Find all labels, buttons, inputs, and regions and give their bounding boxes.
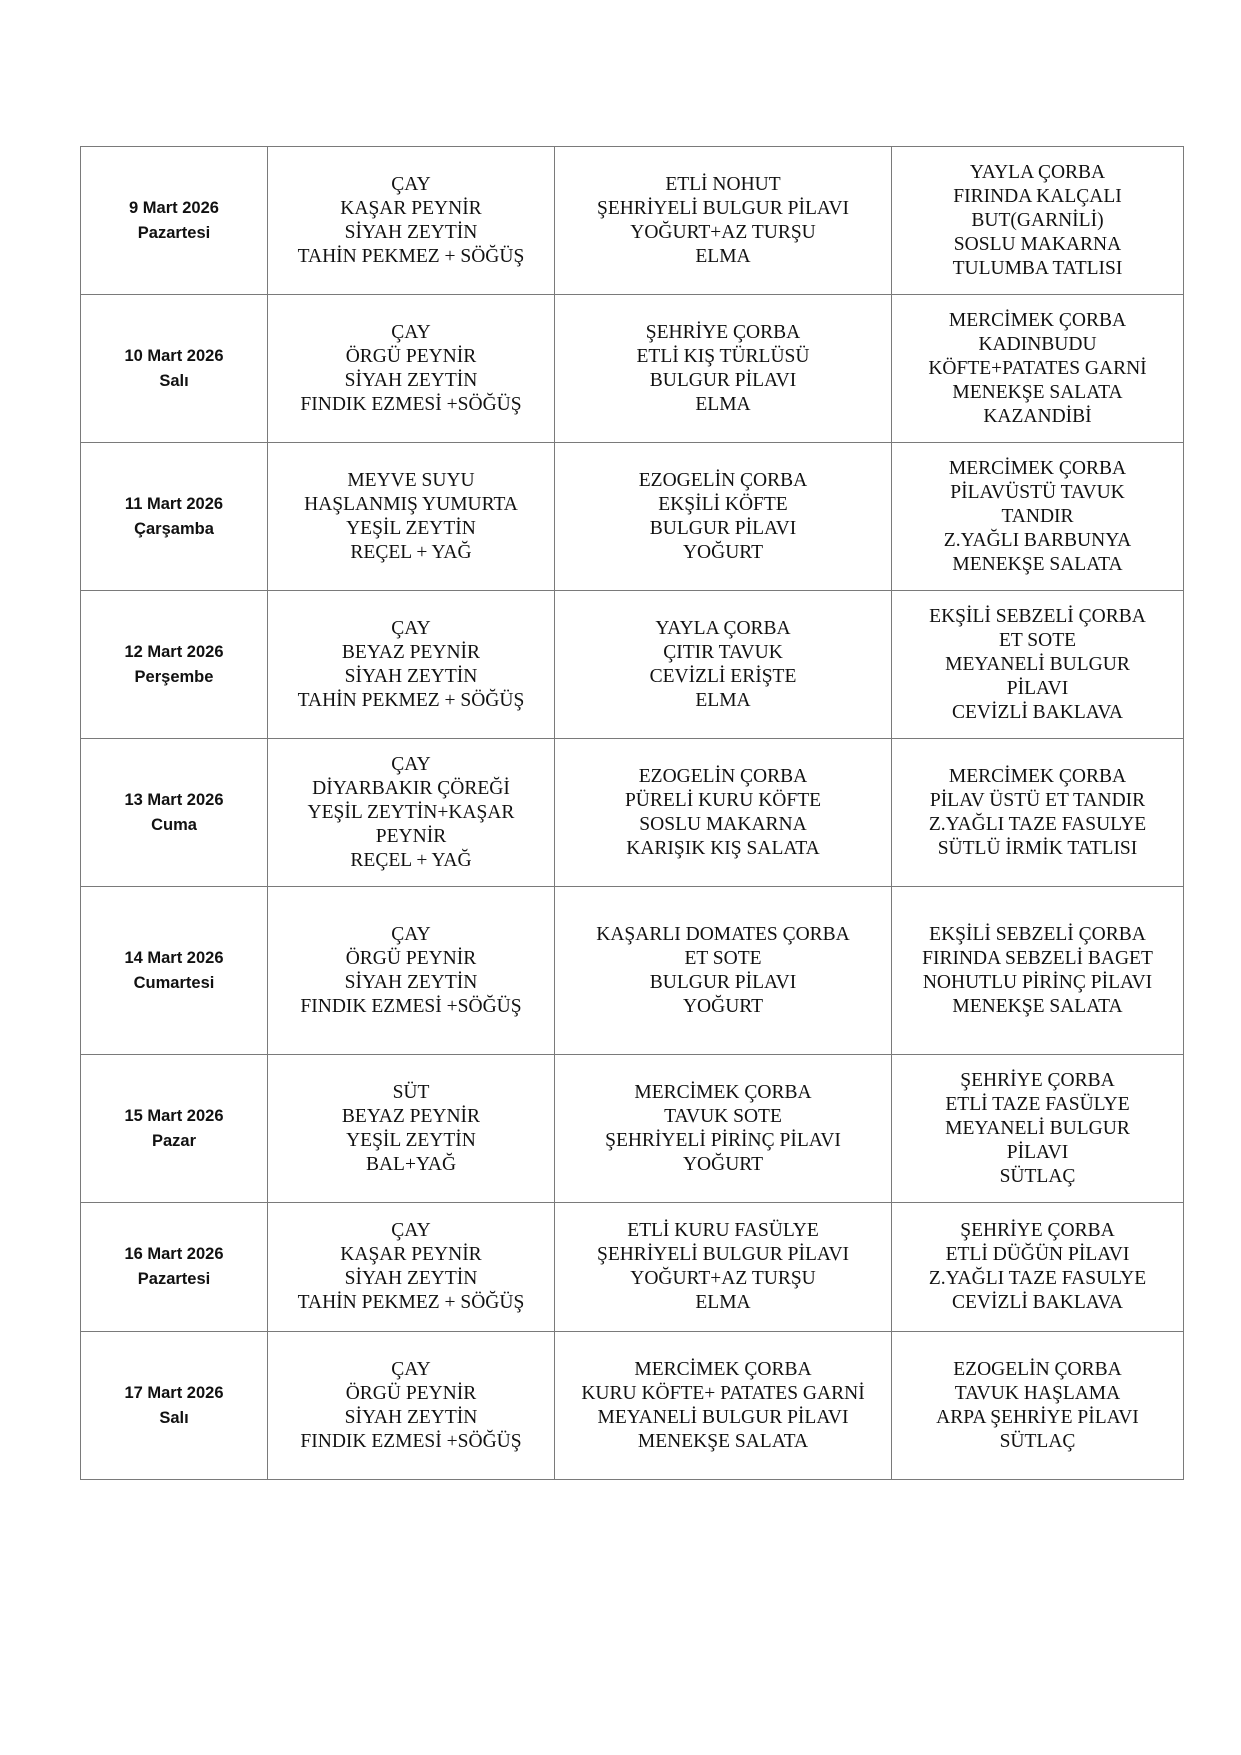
dinner-item: MERCİMEK ÇORBA bbox=[948, 309, 1127, 331]
dinner-cell bbox=[892, 147, 1184, 295]
dinner-item: MEYANELİ BULGUR bbox=[945, 1117, 1130, 1139]
lunch-item: MEYANELİ BULGUR PİLAVI bbox=[597, 1406, 849, 1428]
date-cell bbox=[81, 1055, 268, 1203]
day-weekday: Cumartesi bbox=[133, 973, 215, 992]
dinner-cell bbox=[892, 443, 1184, 591]
table-row bbox=[81, 887, 1184, 1055]
dinner-item: MENEKŞE SALATA bbox=[952, 553, 1123, 575]
dinner-item: ET SOTE bbox=[998, 629, 1077, 651]
breakfast-item: ÇAY bbox=[391, 1220, 431, 1241]
lunch-item: BULGUR PİLAVI bbox=[649, 369, 797, 391]
dinner-item: CEVİZLİ BAKLAVA bbox=[952, 1292, 1123, 1313]
lunch-item: ELMA bbox=[695, 1292, 751, 1313]
lunch-item: YOĞURT bbox=[682, 541, 764, 563]
lunch-item: YOĞURT bbox=[682, 995, 764, 1017]
breakfast-item: KAŞAR PEYNİR bbox=[340, 197, 482, 219]
breakfast-cell bbox=[268, 295, 555, 443]
table-row bbox=[81, 295, 1184, 443]
breakfast-item: HAŞLANMIŞ YUMURTA bbox=[304, 493, 518, 515]
breakfast-item: DİYARBAKIR ÇÖREĞİ bbox=[312, 777, 510, 799]
breakfast-item: ÇAY bbox=[391, 1358, 431, 1380]
lunch-item: YOĞURT+AZ TURŞU bbox=[630, 221, 816, 243]
lunch-cell bbox=[555, 443, 892, 591]
breakfast-item: ÇAY bbox=[391, 173, 431, 195]
lunch-item: ŞEHRİYE ÇORBA bbox=[645, 321, 801, 343]
dinner-item: KAZANDİBİ bbox=[983, 405, 1092, 427]
breakfast-cell bbox=[268, 591, 555, 739]
breakfast-item: YEŞİL ZEYTİN bbox=[346, 517, 476, 539]
dinner-item: PİLAVI bbox=[1006, 677, 1069, 699]
dinner-cell bbox=[892, 1203, 1184, 1332]
lunch-item: KAŞARLI DOMATES ÇORBA bbox=[596, 923, 850, 945]
day-date: 10 Mart 2026 bbox=[124, 346, 224, 365]
breakfast-cell bbox=[268, 1332, 555, 1480]
dinner-item: KÖFTE+PATATES GARNİ bbox=[928, 357, 1147, 379]
lunch-item: EKŞİLİ KÖFTE bbox=[658, 493, 788, 515]
day-date: 11 Mart 2026 bbox=[124, 494, 224, 513]
dinner-item: TANDIR bbox=[1001, 505, 1074, 527]
dinner-item: SÜTLAÇ bbox=[999, 1165, 1076, 1187]
lunch-item: ELMA bbox=[695, 245, 751, 267]
dinner-item: NOHUTLU PİRİNÇ PİLAVI bbox=[922, 971, 1153, 993]
dinner-cell bbox=[892, 295, 1184, 443]
lunch-item: BULGUR PİLAVI bbox=[649, 971, 797, 993]
table-row bbox=[81, 1203, 1184, 1332]
breakfast-item: ÇAY bbox=[391, 617, 431, 639]
table-row bbox=[81, 443, 1184, 591]
day-weekday: Pazar bbox=[151, 1131, 197, 1150]
day-date: 16 Mart 2026 bbox=[124, 1245, 224, 1263]
lunch-cell bbox=[555, 739, 892, 887]
lunch-cell bbox=[555, 147, 892, 295]
lunch-item: TAVUK SOTE bbox=[664, 1105, 782, 1127]
dinner-item: TAVUK HAŞLAMA bbox=[954, 1382, 1121, 1404]
breakfast-item: SİYAH ZEYTİN bbox=[344, 369, 478, 391]
lunch-cell bbox=[555, 1055, 892, 1203]
meal-menu-table bbox=[80, 146, 1184, 1480]
dinner-item: FIRINDA KALÇALI bbox=[953, 185, 1122, 207]
day-date: 9 Mart 2026 bbox=[129, 198, 219, 217]
lunch-item: ÇITIR TAVUK bbox=[663, 641, 783, 663]
date-cell bbox=[81, 1203, 268, 1332]
dinner-cell bbox=[892, 591, 1184, 739]
lunch-item: BULGUR PİLAVI bbox=[649, 517, 797, 539]
dinner-cell bbox=[892, 887, 1184, 1055]
dinner-item: SÜTLAÇ bbox=[999, 1430, 1076, 1452]
date-cell bbox=[81, 1332, 268, 1480]
table-row bbox=[81, 1055, 1184, 1203]
breakfast-item: SÜT bbox=[392, 1081, 430, 1103]
breakfast-item: ÇAY bbox=[391, 923, 431, 945]
lunch-item: ELMA bbox=[695, 393, 751, 415]
breakfast-item: SİYAH ZEYTİN bbox=[344, 1268, 478, 1289]
date-cell bbox=[81, 147, 268, 295]
dinner-item: ETLİ TAZE FASÜLYE bbox=[945, 1093, 1130, 1115]
breakfast-item: BEYAZ PEYNİR bbox=[341, 641, 481, 663]
lunch-item: ŞEHRİYELİ BULGUR PİLAVI bbox=[596, 1244, 850, 1265]
lunch-item: SOSLU MAKARNA bbox=[639, 813, 807, 835]
dinner-item: EKŞİLİ SEBZELİ ÇORBA bbox=[929, 923, 1146, 945]
breakfast-cell bbox=[268, 1055, 555, 1203]
breakfast-item: SİYAH ZEYTİN bbox=[344, 221, 478, 243]
lunch-cell bbox=[555, 887, 892, 1055]
breakfast-item: ÇAY bbox=[391, 753, 431, 775]
lunch-item: YAYLA ÇORBA bbox=[655, 617, 791, 639]
lunch-item: ETLİ NOHUT bbox=[665, 173, 781, 195]
dinner-item: PİLAVI bbox=[1006, 1141, 1069, 1163]
dinner-item: PİLAVÜSTÜ TAVUK bbox=[950, 481, 1125, 503]
breakfast-item: ÖRGÜ PEYNİR bbox=[345, 345, 477, 367]
dinner-item: ETLİ DÜĞÜN PİLAVI bbox=[945, 1244, 1130, 1265]
breakfast-item: FINDIK EZMESİ +SÖĞÜŞ bbox=[300, 995, 522, 1017]
dinner-item: ŞEHRİYE ÇORBA bbox=[960, 1220, 1115, 1241]
breakfast-cell bbox=[268, 739, 555, 887]
day-date: 15 Mart 2026 bbox=[124, 1106, 224, 1125]
breakfast-cell bbox=[268, 1203, 555, 1332]
day-weekday: Cuma bbox=[151, 815, 197, 834]
table-row bbox=[81, 147, 1184, 295]
date-cell bbox=[81, 591, 268, 739]
dinner-item: MEYANELİ BULGUR bbox=[945, 653, 1130, 675]
lunch-item: ŞEHRİYELİ BULGUR PİLAVI bbox=[596, 197, 850, 219]
day-date: 13 Mart 2026 bbox=[124, 790, 224, 809]
dinner-item: EKŞİLİ SEBZELİ ÇORBA bbox=[929, 605, 1146, 627]
breakfast-cell bbox=[268, 887, 555, 1055]
lunch-item: ETLİ KURU FASÜLYE bbox=[627, 1220, 819, 1241]
breakfast-cell bbox=[268, 147, 555, 295]
breakfast-item: MEYVE SUYU bbox=[347, 469, 475, 491]
breakfast-item: BAL+YAĞ bbox=[365, 1153, 457, 1175]
breakfast-item: ÇAY bbox=[391, 321, 431, 343]
breakfast-item: TAHİN PEKMEZ + SÖĞÜŞ bbox=[297, 245, 525, 267]
day-weekday: Salı bbox=[159, 1408, 189, 1427]
breakfast-item: YEŞİL ZEYTİN bbox=[346, 1129, 476, 1151]
dinner-item: Z.YAĞLI TAZE FASULYE bbox=[928, 1268, 1147, 1289]
breakfast-item: PEYNİR bbox=[375, 825, 447, 847]
lunch-item: ET SOTE bbox=[684, 947, 762, 969]
lunch-item: PÜRELİ KURU KÖFTE bbox=[624, 789, 822, 811]
dinner-item: PİLAV ÜSTÜ ET TANDIR bbox=[929, 789, 1146, 811]
meal-menu-body bbox=[81, 147, 1184, 1480]
lunch-item: YOĞURT+AZ TURŞU bbox=[630, 1268, 816, 1289]
breakfast-item: TAHİN PEKMEZ + SÖĞÜŞ bbox=[297, 1292, 525, 1313]
breakfast-item: ÖRGÜ PEYNİR bbox=[345, 1382, 477, 1404]
lunch-item: MERCİMEK ÇORBA bbox=[634, 1358, 812, 1380]
dinner-cell bbox=[892, 739, 1184, 887]
lunch-cell bbox=[555, 1203, 892, 1332]
dinner-item: Z.YAĞLI TAZE FASULYE bbox=[928, 813, 1147, 835]
day-weekday: Pazartesi bbox=[137, 223, 211, 242]
dinner-item: Z.YAĞLI BARBUNYA bbox=[943, 529, 1132, 551]
breakfast-item: SİYAH ZEYTİN bbox=[344, 1406, 478, 1428]
day-date: 14 Mart 2026 bbox=[124, 948, 224, 967]
breakfast-item: SİYAH ZEYTİN bbox=[344, 665, 478, 687]
breakfast-item: TAHİN PEKMEZ + SÖĞÜŞ bbox=[297, 689, 525, 711]
dinner-item: MERCİMEK ÇORBA bbox=[948, 765, 1127, 787]
table-row bbox=[81, 591, 1184, 739]
date-cell bbox=[81, 739, 268, 887]
dinner-item: TULUMBA TATLISI bbox=[952, 257, 1123, 279]
dinner-item: SÜTLÜ İRMİK TATLISI bbox=[937, 837, 1138, 859]
breakfast-item: ÖRGÜ PEYNİR bbox=[345, 947, 477, 969]
breakfast-item: YEŞİL ZEYTİN+KAŞAR bbox=[307, 801, 515, 823]
lunch-cell bbox=[555, 1332, 892, 1480]
lunch-cell bbox=[555, 295, 892, 443]
dinner-item: ARPA ŞEHRİYE PİLAVI bbox=[936, 1406, 1139, 1428]
breakfast-cell bbox=[268, 443, 555, 591]
dinner-cell bbox=[892, 1332, 1184, 1480]
breakfast-item: BEYAZ PEYNİR bbox=[341, 1105, 481, 1127]
day-weekday: Perşembe bbox=[134, 667, 214, 686]
dinner-item: EZOGELİN ÇORBA bbox=[953, 1358, 1122, 1380]
lunch-item: ELMA bbox=[695, 689, 751, 711]
day-weekday: Salı bbox=[159, 371, 189, 390]
day-weekday: Pazartesi bbox=[137, 1270, 211, 1288]
date-cell bbox=[81, 443, 268, 591]
dinner-item: MENEKŞE SALATA bbox=[952, 995, 1123, 1017]
dinner-item: YAYLA ÇORBA bbox=[969, 161, 1106, 183]
lunch-item: ETLİ KIŞ TÜRLÜSÜ bbox=[636, 345, 810, 367]
lunch-item: KARIŞIK KIŞ SALATA bbox=[626, 837, 820, 859]
lunch-cell bbox=[555, 591, 892, 739]
lunch-item: MERCİMEK ÇORBA bbox=[634, 1081, 812, 1103]
date-cell bbox=[81, 887, 268, 1055]
dinner-cell bbox=[892, 1055, 1184, 1203]
lunch-item: EZOGELİN ÇORBA bbox=[638, 765, 808, 787]
table-row bbox=[81, 739, 1184, 887]
lunch-item: YOĞURT bbox=[682, 1153, 764, 1175]
dinner-item: MENEKŞE SALATA bbox=[952, 381, 1123, 403]
lunch-item: CEVİZLİ ERİŞTE bbox=[649, 665, 797, 687]
dinner-item: FIRINDA SEBZELİ BAGET bbox=[922, 947, 1153, 969]
breakfast-item: FINDIK EZMESİ +SÖĞÜŞ bbox=[300, 1430, 522, 1452]
breakfast-item: KAŞAR PEYNİR bbox=[340, 1244, 482, 1265]
dinner-item: SOSLU MAKARNA bbox=[953, 233, 1122, 255]
lunch-item: MENEKŞE SALATA bbox=[637, 1430, 809, 1452]
breakfast-item: REÇEL + YAĞ bbox=[350, 541, 472, 563]
table-row bbox=[81, 1332, 1184, 1480]
lunch-item: EZOGELİN ÇORBA bbox=[638, 469, 808, 491]
day-weekday: Çarşamba bbox=[134, 519, 214, 538]
dinner-item: MERCİMEK ÇORBA bbox=[948, 457, 1127, 479]
dinner-item: BUT(GARNİLİ) bbox=[971, 209, 1104, 231]
lunch-item: ŞEHRİYELİ PİRİNÇ PİLAVI bbox=[605, 1129, 841, 1151]
dinner-item: KADINBUDU bbox=[978, 333, 1097, 355]
day-date: 17 Mart 2026 bbox=[124, 1383, 224, 1402]
breakfast-item: FINDIK EZMESİ +SÖĞÜŞ bbox=[300, 393, 522, 415]
dinner-item: ŞEHRİYE ÇORBA bbox=[960, 1069, 1115, 1091]
day-date: 12 Mart 2026 bbox=[124, 642, 224, 661]
dinner-item: CEVİZLİ BAKLAVA bbox=[952, 701, 1123, 723]
breakfast-item: REÇEL + YAĞ bbox=[350, 849, 472, 871]
lunch-item: KURU KÖFTE+ PATATES GARNİ bbox=[581, 1382, 865, 1404]
date-cell bbox=[81, 295, 268, 443]
breakfast-item: SİYAH ZEYTİN bbox=[344, 971, 478, 993]
